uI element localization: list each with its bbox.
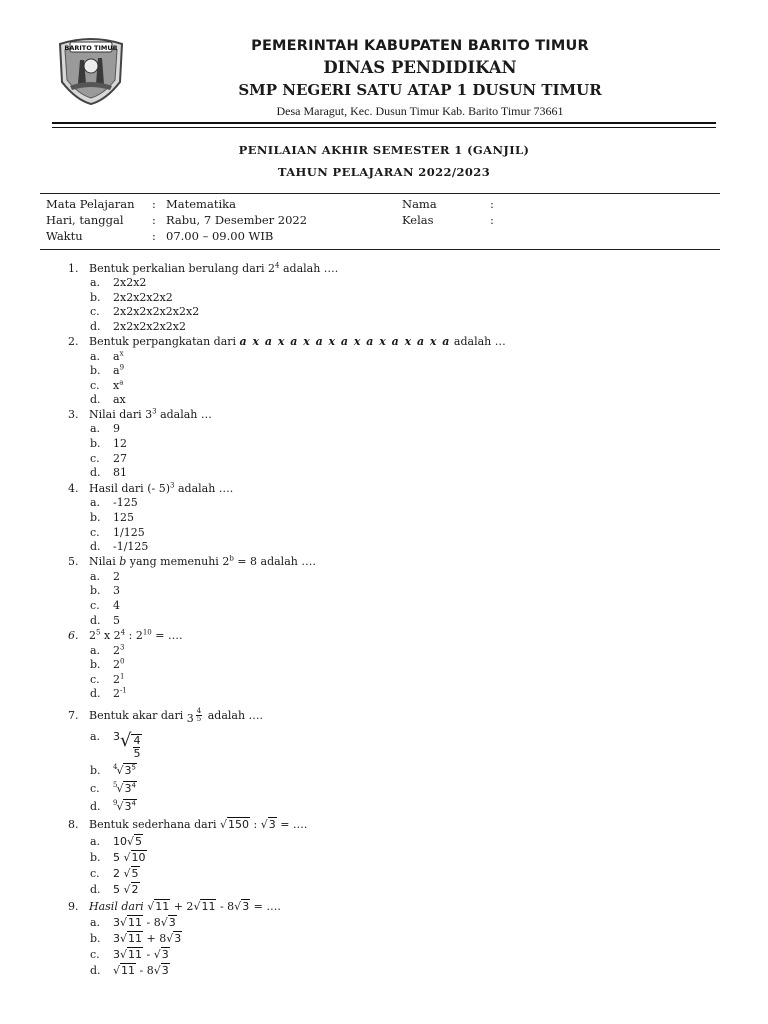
q9-option-b: b. 3√11 + 8√3: [90, 932, 182, 945]
q7-option-a: a. 3√ $\frac{4}{5}$: [90, 730, 141, 760]
q9-option-a: a. 3√11 - 8√3: [90, 916, 176, 929]
q1-option-b: b. 2x2x2x2x2: [90, 291, 173, 304]
subject-label: Mata Pelajaran: [46, 197, 135, 211]
question-6: 6. $2^5$ x $2^4$ : $2^{10}$ = ….: [68, 628, 183, 642]
q8-option-d: d. 5 √2: [90, 883, 139, 896]
q1-option-c: c. 2x2x2x2x2x2x2: [90, 305, 200, 318]
exam-title: PENILAIAN AKHIR SEMESTER 1 (GANJIL): [238, 143, 530, 157]
question-9: 9. Hasil dari √11 + 2√11 - 8√3 = ….: [68, 900, 281, 913]
info-bottom-rule: [40, 249, 720, 250]
q6-option-c: c. $2^1$: [90, 672, 125, 686]
header-address: Desa Maragut, Kec. Dusun Timur Kab. Barito Timur 73661: [276, 104, 564, 118]
question-5: 5. Nilai b yang memenuhi $2^b = 8$ adalah ….: [68, 554, 316, 568]
radicand: $3^4$: [124, 799, 136, 813]
q7-option-b: b. $^4√3^5$: [90, 763, 136, 777]
q4-option-b: b. 125: [90, 511, 134, 524]
q6-option-a: a. $2^3$: [90, 643, 125, 657]
colon: :: [152, 229, 156, 243]
exam-year: TAHUN PELAJARAN 2022/2023: [277, 165, 491, 179]
time-value: 07.00 – 09.00 WIB: [166, 229, 274, 243]
q7-option-d: d. $^9√3^4$: [90, 799, 136, 813]
q8-option-c: c. 2 √5: [90, 867, 139, 880]
question-4: 4. Hasil dari (- 5)$^3$ adalah ….: [68, 481, 234, 495]
q5-option-c: c. 4: [90, 599, 120, 612]
header-government: PEMERINTAH KABUPATEN BARITO TIMUR: [251, 38, 589, 54]
header-school: SMP NEGERI SATU ATAP 1 DUSUN TIMUR: [238, 81, 602, 99]
q6-option-b: b. $2^0$: [90, 657, 125, 671]
radicand: $3^5$: [124, 763, 136, 777]
q4-option-c: c. 1/125: [90, 526, 145, 539]
colon: :: [152, 197, 156, 211]
question-7: 7. Bentuk akar dari 3 $\frac{4}{5}$ adalah ….: [68, 707, 264, 725]
name-label: Nama: [402, 197, 437, 211]
time-label: Waktu: [46, 229, 83, 243]
q2-option-c: c. $x^a$: [90, 378, 124, 392]
date-value: Rabu, 7 Desember 2022: [166, 213, 308, 227]
q9-option-d: d. √11 - 8√3: [90, 964, 169, 977]
q9-option-c: c. 3√11 - √3: [90, 948, 169, 961]
q7-option-c: c. $^5√3^4$: [90, 781, 136, 795]
q5-option-a: a. 2: [90, 570, 120, 583]
q4-option-d: d. -1/125: [90, 540, 149, 553]
question-1: 1. Bentuk perkalian berulang dari $2^4$ adalah ….: [68, 261, 339, 275]
info-top-rule: [40, 193, 720, 194]
q4-option-a: a. -125: [90, 496, 138, 509]
radicand: $3^4$: [124, 781, 136, 795]
class-label: Kelas: [402, 213, 434, 227]
colon: :: [490, 213, 494, 227]
subject-value: Matematika: [166, 197, 236, 211]
q5-option-b: b. 3: [90, 584, 120, 597]
q5-option-d: d. 5: [90, 614, 120, 627]
header-divider-thick: [52, 122, 716, 124]
q8-option-a: a. 10√5: [90, 835, 143, 848]
q8-option-b: b. 5 √10: [90, 851, 146, 864]
question-3: 3. Nilai dari $3^3$ adalah …: [68, 407, 212, 421]
question-2: 2. Bentuk perpangkatan dari a x a x a x a x a x a x a x a x a adalah …: [68, 335, 506, 348]
q2-option-a: a. $a^x$: [90, 349, 124, 363]
q3-option-d: d. 81: [90, 466, 127, 479]
q2-option-b: b. $a^9$: [90, 363, 125, 377]
colon: :: [490, 197, 494, 211]
q3-option-c: c. 27: [90, 452, 127, 465]
date-label: Hari, tanggal: [46, 213, 124, 227]
q1-option-d: d. 2x2x2x2x2x2: [90, 320, 187, 333]
q1-option-a: a. 2x2x2: [90, 276, 147, 289]
logo-banner-text: BARITO TIMUR: [64, 44, 118, 52]
header-department: DINAS PENDIDIKAN: [323, 58, 517, 77]
q3-option-a: a. 9: [90, 422, 120, 435]
q6-option-d: d. $2^{-1}$: [90, 686, 127, 700]
q3-option-b: b. 12: [90, 437, 127, 450]
question-8: 8. Bentuk sederhana dari √150 : √3 = ….: [68, 818, 308, 831]
colon: :: [152, 213, 156, 227]
q2-option-d: d. ax: [90, 393, 126, 406]
header-divider-thin: [52, 127, 716, 128]
regency-emblem-logo: [54, 36, 128, 106]
